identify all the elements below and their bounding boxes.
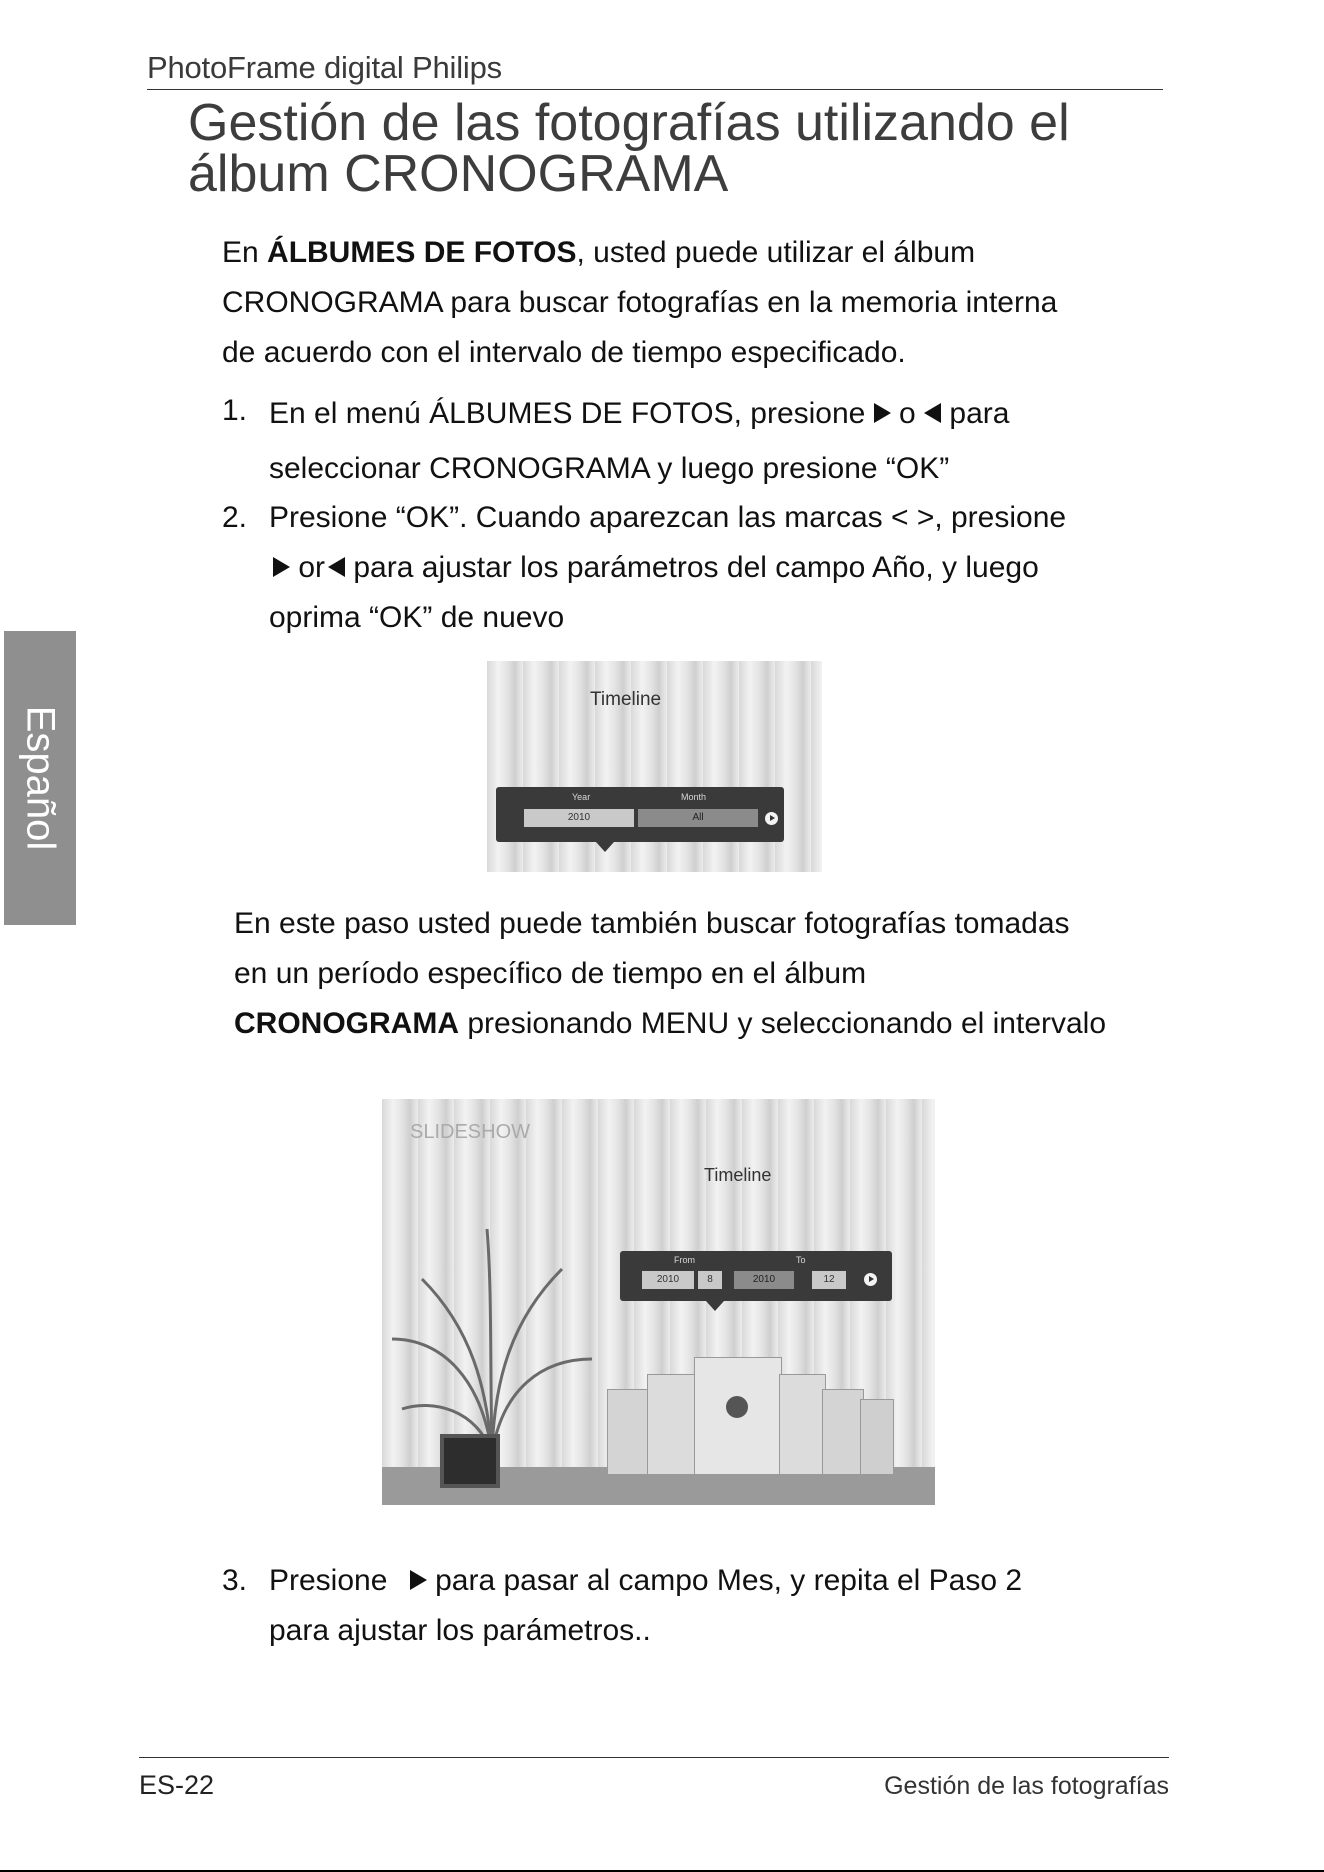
- step-1-text-a: En el menú ÁLBUMES DE FOTOS, presione: [269, 397, 866, 430]
- step-3: [222, 1556, 1222, 1660]
- page-title-line-1: Gestión de las fotografías utilizando el: [188, 94, 1070, 152]
- from-label: From: [674, 1255, 695, 1265]
- intro-line3: de acuerdo con el intervalo de tiempo especificado.: [222, 336, 906, 369]
- language-side-tab: [4, 631, 76, 925]
- timeline-selector-bar: [496, 787, 784, 842]
- note-bold: CRONOGRAMA: [234, 1007, 459, 1040]
- step-number: 1.: [222, 394, 248, 427]
- album-box: [779, 1374, 826, 1475]
- step-text: [269, 1556, 1219, 1656]
- screenshot-title: Timeline: [704, 1165, 772, 1185]
- to-year-field[interactable]: 2010: [734, 1271, 794, 1289]
- footer-section-name: Gestión de las fotografías: [884, 1772, 1169, 1800]
- selector-pointer: [706, 1301, 724, 1311]
- header-rule: [147, 89, 1163, 90]
- page-number: ES-22: [139, 1770, 215, 1800]
- album-box: [647, 1374, 697, 1475]
- footer-rule: [139, 1757, 1169, 1758]
- right-arrow-icon: [410, 1570, 427, 1590]
- from-month-field[interactable]: 8: [698, 1271, 722, 1289]
- note-line1: En este paso usted puede también buscar fotografías tomadas: [234, 907, 1070, 940]
- page-title: [188, 94, 1188, 203]
- page-title-line-2: álbum CRONOGRAMA: [188, 145, 729, 203]
- step-number: 3.: [222, 1564, 248, 1597]
- year-label: Year: [572, 792, 591, 802]
- from-year-field[interactable]: 2010: [642, 1271, 694, 1289]
- step-number: 2.: [222, 501, 248, 534]
- left-arrow-icon: [328, 557, 345, 577]
- to-label: To: [796, 1255, 806, 1265]
- screenshot-title: Timeline: [590, 689, 662, 710]
- step-3-text-b: para pasar al campo Mes, y repita el Paso 2: [435, 1564, 1023, 1597]
- step-2-text-b: para ajustar los parámetros del campo Año, y luego: [353, 551, 1039, 584]
- step-2-line3: oprima “OK” de nuevo: [269, 601, 565, 634]
- right-arrow-icon: [874, 403, 891, 423]
- step-2-line1: Presione “OK”. Cuando aparezcan las marcas < >, presione: [269, 501, 1067, 534]
- play-icon[interactable]: [864, 1273, 877, 1286]
- step-3-text-a: Presione: [269, 1564, 388, 1597]
- intro-line2: CRONOGRAMA para buscar fotografías en la memoria interna: [222, 286, 1058, 319]
- step-2-text-a: or: [298, 551, 326, 584]
- framed-photo: [440, 1434, 500, 1488]
- intro-pre: En: [222, 236, 268, 269]
- timeline-range-screenshot: [382, 1099, 935, 1505]
- album-box: [860, 1399, 894, 1475]
- month-label: Month: [681, 792, 707, 802]
- step-3-line2: para ajustar los parámetros..: [269, 1614, 651, 1647]
- play-icon[interactable]: [765, 812, 778, 825]
- running-header: PhotoFrame digital Philips: [147, 50, 502, 85]
- album-box: [822, 1389, 864, 1475]
- language-side-tab-label: Español: [18, 705, 63, 851]
- plant-icon: [382, 1209, 602, 1459]
- timeline-range-bar: [620, 1251, 892, 1301]
- note-line2: en un período específico de tiempo en el álbum: [234, 957, 867, 990]
- selector-pointer: [596, 842, 614, 852]
- note-paragraph: [234, 899, 1234, 1049]
- step-text: [269, 386, 1219, 496]
- right-arrow-icon: [273, 557, 290, 577]
- step-1-text-c: para: [949, 397, 1010, 430]
- slideshow-mode-label: SLIDESHOW: [410, 1121, 531, 1143]
- left-arrow-icon: [924, 403, 941, 423]
- note-line3-rest: presionando MENU y seleccionando el intervalo: [459, 1007, 1107, 1040]
- timeline-year-screenshot: [487, 661, 822, 872]
- album-box: [694, 1357, 782, 1475]
- step-1-text-b: o: [899, 397, 916, 430]
- step-1-line2: seleccionar CRONOGRAMA y luego presione “OK”: [269, 452, 950, 485]
- intro-paragraph: [222, 228, 1202, 378]
- intro-line1-rest: , usted puede utilizar el álbum: [576, 236, 976, 269]
- intro-bold: ÁLBUMES DE FOTOS: [267, 236, 577, 269]
- step-1: [222, 386, 1222, 490]
- to-month-field[interactable]: 12: [812, 1271, 846, 1289]
- clock-icon: [726, 1396, 748, 1418]
- month-field[interactable]: All: [638, 809, 758, 827]
- step-2: [222, 493, 1222, 643]
- year-field[interactable]: 2010: [524, 809, 634, 827]
- album-box: [607, 1389, 651, 1475]
- step-text: [269, 493, 1219, 643]
